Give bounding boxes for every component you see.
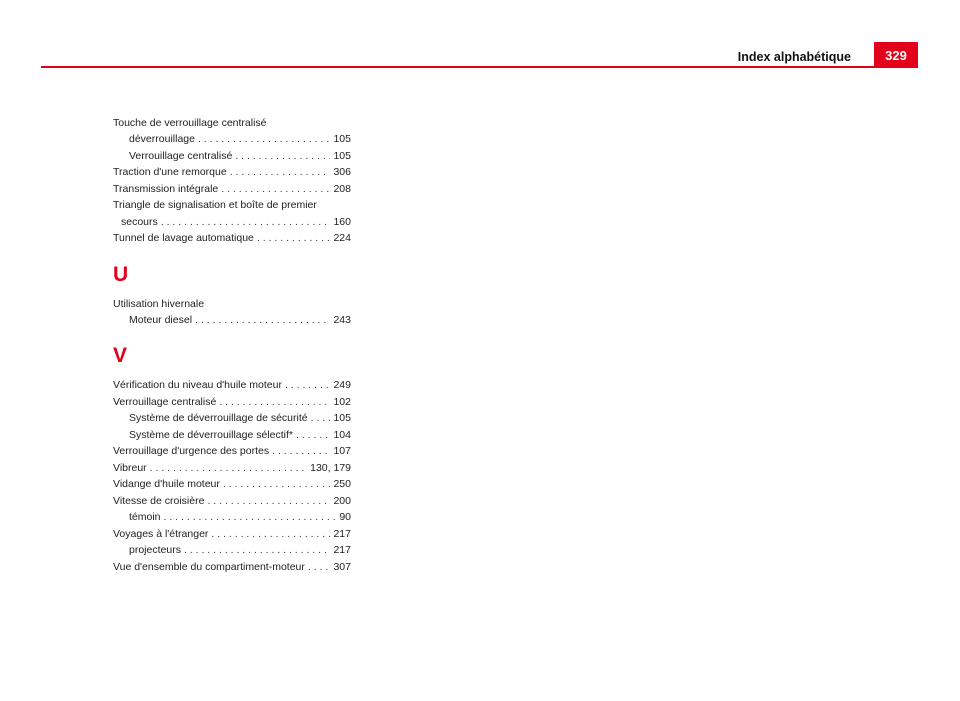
index-entry-label: Vitesse de croisière: [113, 494, 205, 507]
index-entry: [113, 313, 351, 328]
index-entry-label: témoin: [129, 511, 161, 524]
index-entry-label: Transmission intégrale: [113, 182, 219, 195]
dot-leader: [211, 527, 330, 542]
index-entry-label: Verrouillage d'urgence des portes: [113, 445, 270, 458]
page-number-badge: 329: [874, 42, 918, 68]
index-entry: [113, 510, 351, 525]
index-entry-label: Vidange d'huile moteur: [113, 478, 220, 491]
dot-leader: [257, 231, 331, 246]
index-entry-page: 200: [333, 494, 351, 507]
index-entry-label: Verrouillage centralisé: [129, 149, 233, 162]
index-entry-label: Système de déverrouillage sélectif*: [129, 428, 294, 441]
index-entry-label: Voyages à l'étranger: [113, 527, 209, 540]
index-section-v: [113, 378, 351, 575]
index-entry: [113, 428, 351, 443]
index-entry: [113, 395, 351, 410]
dot-leader: [230, 165, 331, 180]
dot-leader: [150, 461, 307, 476]
dot-leader: [296, 428, 330, 443]
index-entry-page: 217: [333, 527, 351, 540]
index-entry: [113, 477, 351, 492]
index-entry-page: 105: [333, 133, 351, 146]
index-entry-page: 208: [333, 182, 351, 195]
index-entry-page: 102: [333, 395, 351, 408]
dot-leader: [223, 477, 331, 492]
dot-leader: [164, 510, 337, 525]
index-entry: [113, 132, 351, 147]
index-entry-page: 307: [333, 560, 351, 573]
dot-leader: [219, 395, 330, 410]
header-title: Index alphabétique: [737, 50, 851, 64]
index-entry-page: 130, 179: [310, 461, 351, 474]
index-entry: [113, 494, 351, 509]
index-entry-page: 224: [333, 232, 351, 245]
index-entry-page: 105: [333, 149, 351, 162]
letter-heading-u: U: [113, 262, 129, 286]
index-entry-label: Verrouillage centralisé: [113, 395, 217, 408]
index-column: [113, 116, 351, 576]
index-entry: [113, 215, 351, 230]
index-entry: [113, 378, 351, 393]
dot-leader: [161, 215, 331, 230]
index-entry-label: Vérification du niveau d'huile moteur: [113, 379, 282, 392]
index-section-t: [113, 116, 351, 247]
index-entry-page: 105: [333, 412, 351, 425]
dot-leader: [184, 543, 331, 558]
index-entry-label: Traction d'une remorque: [113, 166, 227, 179]
index-entry-label: secours: [121, 215, 158, 228]
dot-leader: [221, 182, 330, 197]
index-entry: [113, 231, 351, 246]
index-entry-page: 217: [333, 544, 351, 557]
dot-leader: [272, 444, 330, 459]
index-entry-page: 107: [333, 445, 351, 458]
index-entry: [113, 444, 351, 459]
index-entry: [113, 165, 351, 180]
index-entry-page: 160: [333, 215, 351, 228]
header-divider: [41, 66, 918, 68]
index-entry: [113, 543, 351, 558]
index-entry-page: 250: [333, 478, 351, 491]
dot-leader: [198, 132, 331, 147]
index-entry-page: 90: [339, 511, 351, 524]
index-entry-label: Système de déverrouillage de sécurité: [129, 412, 308, 425]
index-entry-label: déverrouillage: [129, 133, 195, 146]
letter-heading-v: V: [113, 344, 128, 368]
index-entry-label: projecteurs: [129, 544, 181, 557]
index-entry: [113, 527, 351, 542]
dot-leader: [195, 313, 330, 328]
index-entry-heading: Utilisation hivernale: [113, 297, 205, 310]
index-entry-page: 104: [333, 428, 351, 441]
index-entry: [113, 411, 351, 426]
index-entry-heading: Touche de verrouillage centralisé: [113, 117, 267, 129]
index-entry: [113, 461, 351, 476]
dot-leader: [207, 494, 330, 509]
index-entry: [113, 149, 351, 164]
index-entry-page: 306: [333, 166, 351, 179]
index-entry-label: Tunnel de lavage automatique: [113, 232, 254, 245]
index-entry: [113, 560, 351, 575]
index-entry-label: Vibreur: [113, 461, 147, 474]
index-entry-page: 249: [333, 379, 351, 392]
dot-leader: [311, 411, 331, 426]
index-entry-heading: Triangle de signalisation et boîte de premier: [113, 199, 317, 212]
index-entry-page: 243: [333, 314, 351, 327]
index-section-u: [113, 297, 351, 329]
dot-leader: [235, 149, 330, 164]
index-entry-label: Moteur diesel: [129, 314, 193, 327]
dot-leader: [308, 560, 331, 575]
index-entry-label: Vue d'ensemble du compartiment-moteur: [113, 560, 305, 573]
index-entry: [113, 182, 351, 197]
dot-leader: [285, 378, 331, 393]
